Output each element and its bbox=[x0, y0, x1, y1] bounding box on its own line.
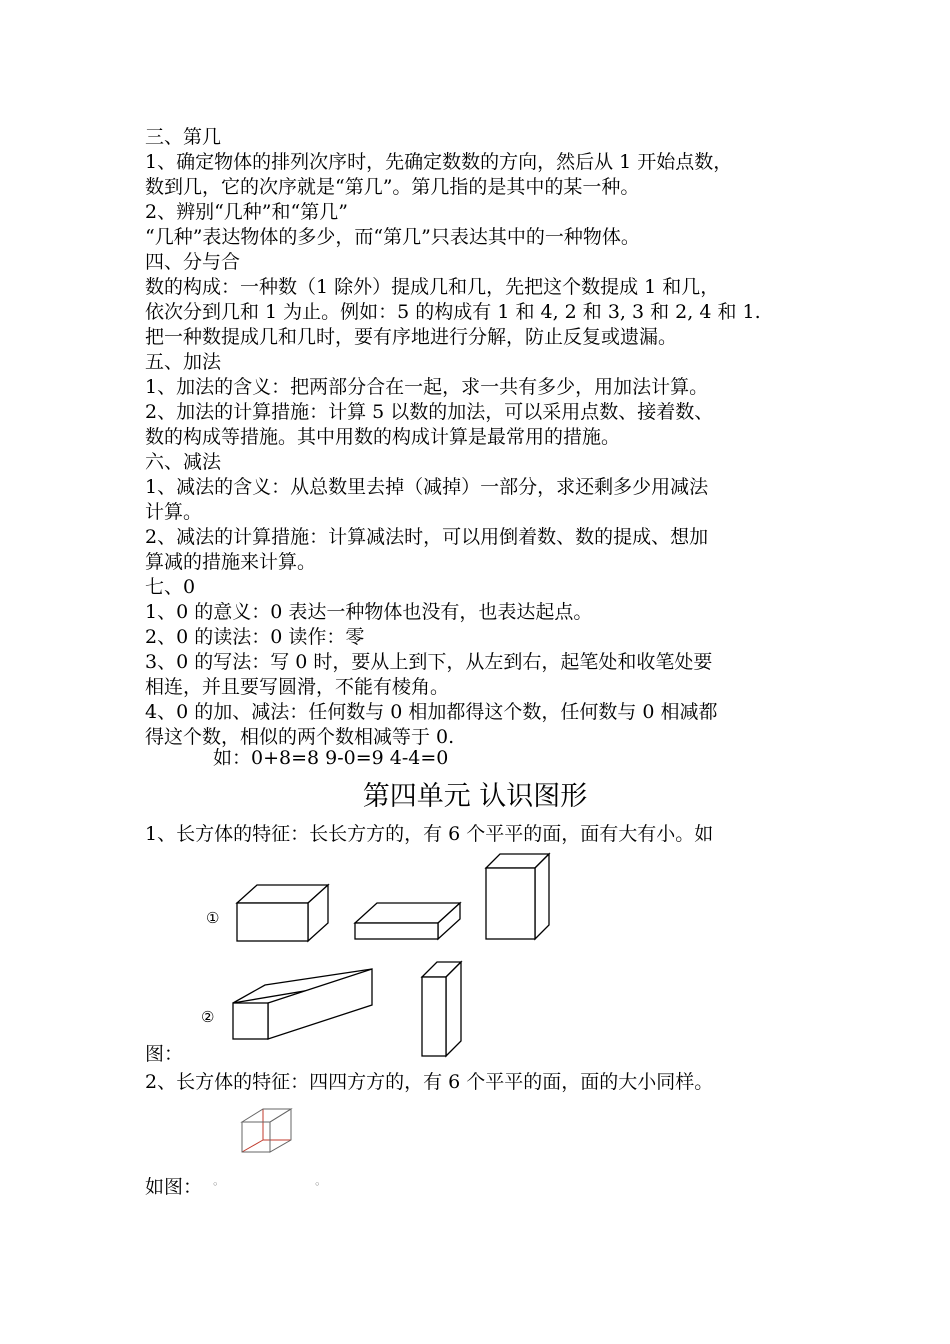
text-line: 把一种数提成几和几时，要有序地进行分解，防止反复或遗漏。 bbox=[145, 326, 678, 348]
text-line: 算减的措施来计算。 bbox=[145, 551, 317, 573]
text-line: 1、0 的意义：0 表达一种物体也没有，也表达起点。 bbox=[145, 601, 593, 623]
text-line: 六、减法 bbox=[145, 451, 222, 473]
text-line: 2、0 的读法：0 读作：零 bbox=[145, 626, 365, 648]
example-line: 如：0+8=8 9-0=9 4-4=0 bbox=[213, 747, 449, 769]
text-line: 五、加法 bbox=[145, 351, 222, 373]
text-line: 计算。 bbox=[145, 501, 203, 523]
text-line: 数的构成：一种数（1 除外）提成几和几，先把这个数提成 1 和几， bbox=[145, 276, 720, 298]
cuboid-feature-line: 1、长方体的特征：长长方方的，有 6 个平平的面，面有大有小。如 bbox=[145, 823, 714, 845]
row-label-1: ① bbox=[206, 909, 220, 927]
section-title: 第四单元 认识图形 bbox=[362, 781, 588, 812]
cube-shape bbox=[242, 1109, 291, 1152]
text-line: 3、0 的写法：写 0 时，要从上到下，从左到右，起笔处和收笔处要 bbox=[145, 651, 713, 673]
text-line: 2、加法的计算措施：计算 5 以数的加法，可以采用点数、接着数、 bbox=[145, 401, 714, 423]
text-line: 数到几，它的次序就是“第几”。第几指的是其中的某一种。 bbox=[145, 176, 640, 198]
text-line: 4、0 的加、减法：任何数与 0 相加都得这个数，任何数与 0 相减都 bbox=[145, 701, 718, 723]
text-line: 1、确定物体的排列次序时，先确定数数的方向，然后从 1 开始点数， bbox=[145, 151, 733, 173]
row-label-2: ② bbox=[201, 1008, 215, 1026]
text-line: 七、0 bbox=[145, 576, 196, 598]
cube-feature-line: 2、长方体的特征：四四方方的，有 6 个平平的面，面的大小同样。 bbox=[145, 1071, 714, 1093]
text-line: 三、第几 bbox=[145, 126, 222, 148]
text-line: 数的构成等措施。其中用数的构成计算是最常用的措施。 bbox=[145, 426, 621, 448]
cube-figure-label: 如图： bbox=[145, 1176, 203, 1198]
text-line: 1、加法的含义：把两部分合在一起，求一共有多少，用加法计算。 bbox=[145, 376, 709, 398]
text-line: 四、分与合 bbox=[145, 251, 241, 273]
text-line: 2、辨别“几种”和“第几” bbox=[145, 201, 348, 223]
text-line: 2、减法的计算措施：计算减法时，可以用倒着数、数的提成、想加 bbox=[145, 526, 709, 548]
figure-label: 图： bbox=[145, 1043, 184, 1065]
text-line: 依次分到几和 1 为止。例如：5 的构成有 1 和 4, 2 和 3, 3 和 2, 4 和 1. bbox=[145, 301, 761, 323]
text-line: 得这个数，相似的两个数相减等于 0. bbox=[145, 726, 455, 748]
dot-mark-1: ◦ bbox=[212, 1178, 219, 1191]
dot-mark-2: ◦ bbox=[314, 1178, 321, 1191]
text-line: 相连，并且要写圆滑，不能有棱角。 bbox=[145, 676, 450, 698]
text-line: “几种”表达物体的多少，而“第几”只表达其中的一种物体。 bbox=[145, 226, 640, 248]
text-line: 1、减法的含义：从总数里去掉（减掉）一部分，求还剩多少用减法 bbox=[145, 476, 709, 498]
